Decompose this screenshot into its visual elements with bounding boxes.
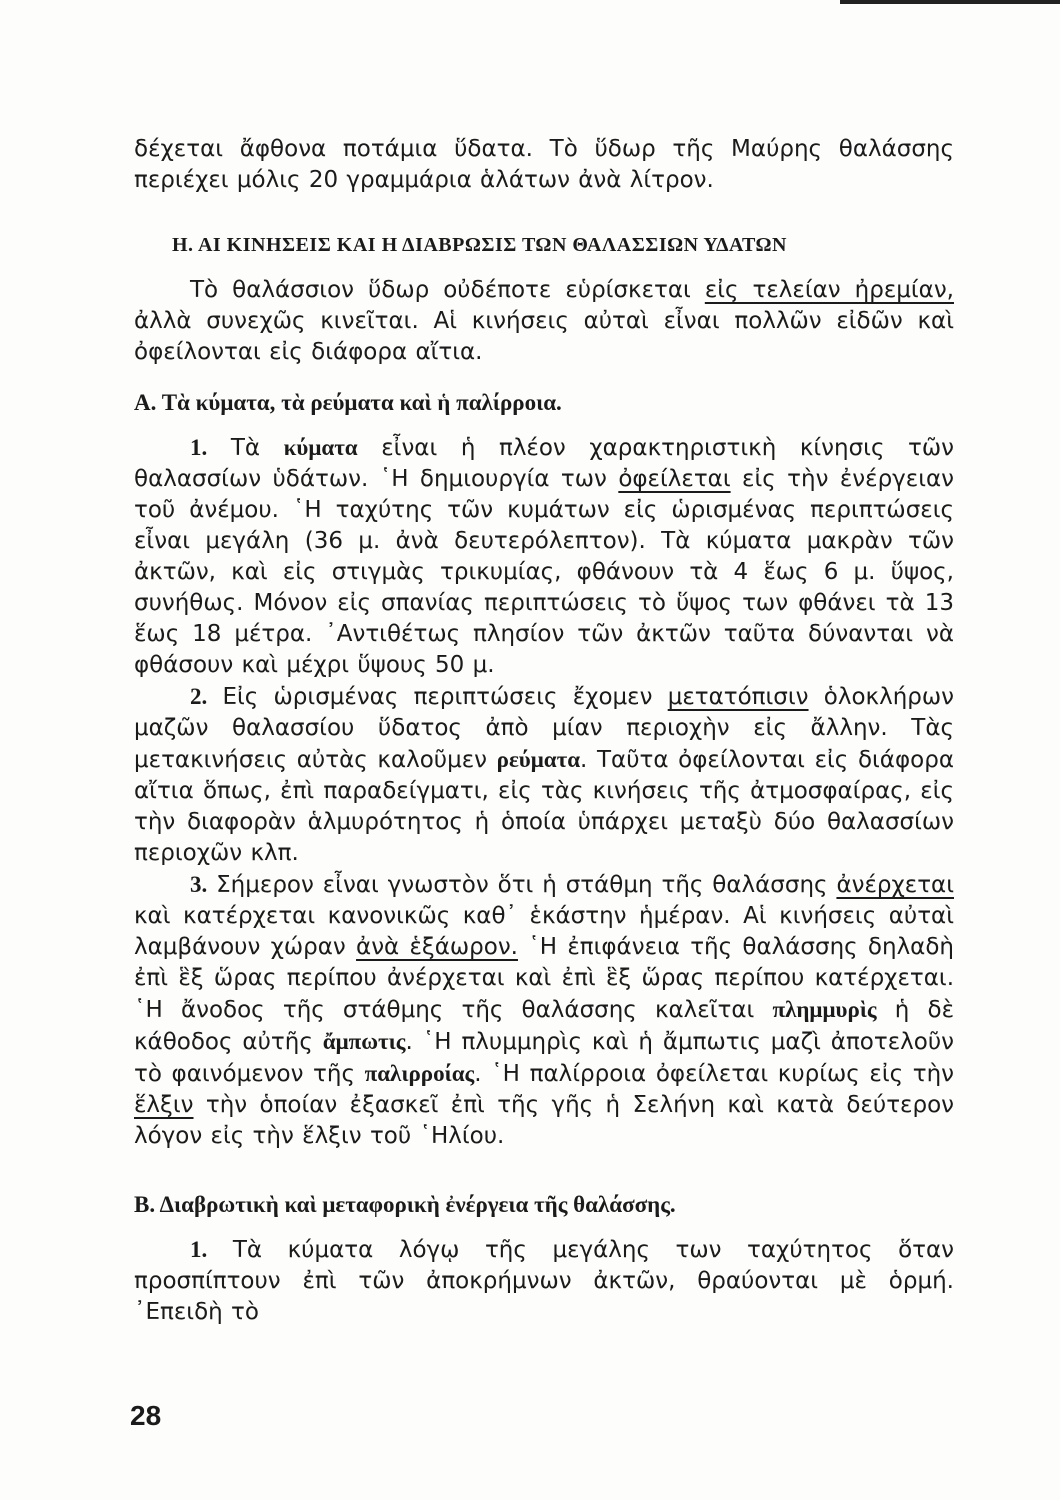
text-run: Τὰ: [207, 435, 284, 461]
section-heading: Η. ΑΙ ΚΙΝΗΣΕΙΣ ΚΑΙ Η ΔΙΑΒΡΩΣΙΣ ΤΩΝ ΘΑΛΑΣΣΙΩΝ ΥΔΑΤΩΝ: [172, 234, 787, 256]
text-run: ῾Η ἐπιφάνεια τῆς θαλάσσης δηλαδὴ ἐπὶ ἓξ ὥρας περίπου ἀνέρχεται καὶ ἐπὶ ἓξ ὥρας περίπου κατέρχεται. ῾Η ἄνοδος τῆς στάθμης τῆς θαλάσσης καλεῖται: [134, 934, 954, 1023]
term-ampotis: ἄμπωτις: [322, 1029, 406, 1054]
underlined-ofeiletai: ὀφείλεται: [618, 466, 731, 492]
underlined-anerchetai: ἀνέρχεται: [836, 872, 954, 898]
part-a-heading: Α. Τὰ κύματα, τὰ ρεύματα καὶ ἡ παλίρροια.: [134, 390, 562, 415]
paragraph-number: 2.: [190, 684, 208, 709]
section-intro-text-b: ἀλλὰ συνεχῶς κινεῖται. Αἱ κινήσεις αὐταὶ εἶναι πολλῶν εἰδῶν καὶ ὀφείλονται εἰς διάφορα αἴτια.: [134, 308, 954, 365]
text-run: ἡ δὲ κάθοδος αὐτῆς: [134, 997, 955, 1055]
paragraph-number: 3.: [190, 872, 208, 897]
text-run: τὴν ὁποίαν ἐξασκεῖ ἐπὶ τῆς γῆς ἡ Σελήνη καὶ κατὰ δεύτερον λόγον εἰς τὴν ἕλξιν τοῦ ῾Ηλίου.: [134, 1092, 954, 1149]
part-a-paragraph-3: [134, 869, 954, 1152]
underlined-elxin: ἕλξιν: [134, 1092, 194, 1118]
text-run: . ῾Η πλυμμηρὶς καὶ ἡ ἄμπωτις μαζὶ ἀποτελοῦν τὸ φαινόμενον τῆς: [134, 1029, 954, 1087]
top-edge-line: [840, 0, 1060, 4]
page-content: [134, 134, 954, 1328]
text-run: . ῾Η παλίρροια ὀφείλεται κυρίως εἰς τὴν: [474, 1061, 954, 1087]
text-run: εἶναι ἡ πλέον χαρακτηριστικὴ κίνησις τῶν θαλασσίων ὑδάτων. ῾Η δημιουργία των: [134, 435, 954, 492]
paragraph-number: 1.: [190, 435, 208, 460]
text-run: Σήμερον εἶναι γνωστὸν ὅτι ἡ στάθμη τῆς θαλάσσης: [207, 872, 837, 898]
underlined-ana-exaoron: ἀνὰ ἑξάωρον.: [356, 934, 518, 960]
text-run: εἰς τὴν ἐνέργειαν τοῦ ἀνέμου. ῾Η ταχύτης τῶν κυμάτων εἰς ὡρισμένας περιπτώσεις εἶναι μεγάλη (36 μ. ἀνὰ δευτερόλεπτον). Τὰ κύματα μακρὰν τῶν ἀκτῶν, καὶ εἰς στιγμὰς τρικυμίας, φθάνουν τὰ 4 ἕως 6 μ. ὕψος, συνήθως. Μόνον εἰς σπανίας περιπτώσεις τὸ ὕψος των φθάνει τὰ 13 ἕως 18 μέτρα. ᾿Αντιθέτως πλησίον τῶν ἀκτῶν ταῦτα δύνανται νὰ φθάσουν καὶ μέχρι ὕψους 50 μ.: [134, 466, 954, 678]
text-run: Τὰ κύματα λόγῳ τῆς μεγάλης των ταχύτητος ὅταν προσπίπτουν ἐπὶ τῶν ἀποκρήμνων ἀκτῶν, θραύονται μὲ ὁρμή. ᾿Επειδὴ τὸ: [134, 1237, 954, 1325]
part-b-heading: Β. Διαβρωτικὴ καὶ μεταφορικὴ ἐνέργεια τῆς θαλάσσης.: [134, 1192, 676, 1217]
section-intro-underlined: εἰς τελείαν ἠρεμίαν,: [704, 277, 954, 303]
text-run: . Ταῦτα ὀφείλονται εἰς διάφορα αἴτια ὅπως, ἐπὶ παραδείγματι, εἰς τὰς κινήσεις τῆς ἀτμοσφαίρας, εἰς τὴν διαφορὰν ἁλμυρότητος ἡ ὁποία ὑπάρχει μεταξὺ δύο θαλασσίων περιοχῶν κλπ.: [134, 747, 954, 866]
part-a-paragraph-1: [134, 432, 954, 681]
part-b-paragraph-1: [134, 1234, 954, 1328]
text-run: καὶ κατέρχεται κανονικῶς καθ᾿ ἑκάστην ἡμέραν. Αἱ κινήσεις αὐταὶ λαμβάνουν χώραν: [134, 903, 954, 960]
paragraph-number: 1.: [190, 1237, 208, 1262]
intro-paragraph: δέχεται ἄφθονα ποτάμια ὕδατα. Τὸ ὕδωρ τῆς Μαύρης θαλάσσης περιέχει μόλις 20 γραμμάρια ἁλάτων ἀνὰ λίτρον.: [134, 136, 954, 193]
text-run: ὁλοκλήρων μαζῶν θαλασσίου ὕδατος ἀπὸ μίαν περιοχὴν εἰς ἄλλην. Τὰς μετακινήσεις αὐτὰς καλοῦμεν: [134, 684, 954, 773]
underlined-metatopisin: μετατόπισιν: [667, 684, 809, 710]
section-intro-paragraph: [134, 275, 954, 368]
term-kymata: κύματα: [283, 435, 358, 460]
term-palirroias: παλιρροίας: [364, 1061, 475, 1086]
term-reymata: ρεύματα: [496, 747, 581, 772]
section-intro-text-a: Τὸ θαλάσσιον ὕδωρ οὐδέποτε εὑρίσκεται: [190, 277, 705, 303]
page-number: 28: [130, 1400, 162, 1431]
part-a-paragraph-2: [134, 681, 954, 869]
text-run: Εἰς ὡρισμένας περιπτώσεις ἔχομεν: [207, 684, 668, 710]
term-plimmyris: πλημμυρὶς: [772, 997, 877, 1022]
